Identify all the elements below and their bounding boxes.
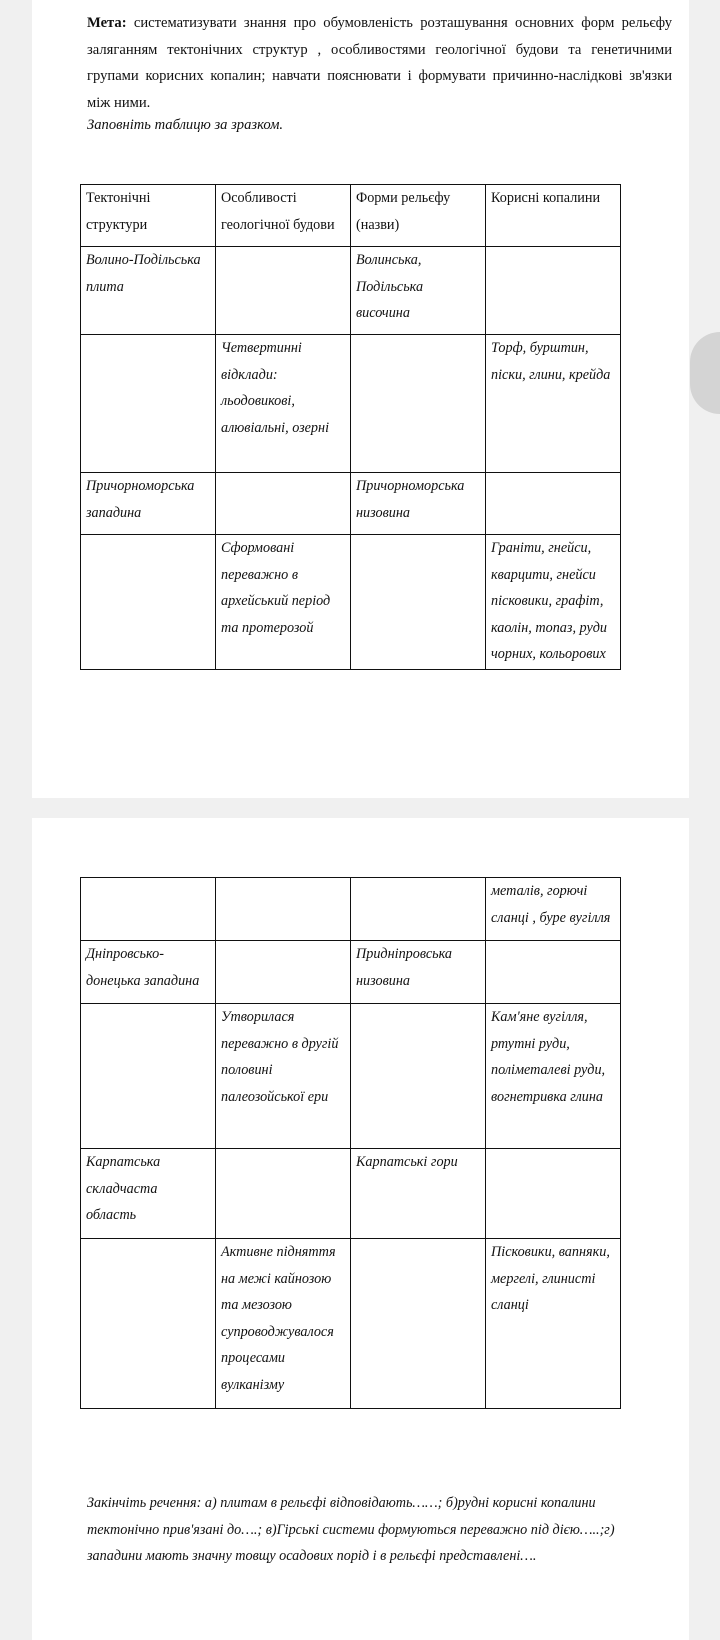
table-cell [216,1149,351,1239]
table-cell [486,473,621,535]
table-cell: Граніти, гнейси, кварцити, гнейси пісковики, графіт, каолін, топаз, руди чорних, кольорових [486,535,621,670]
table-row [81,878,621,941]
tectonic-table-part-1 [80,184,621,670]
table-header-row [81,185,621,247]
table-cell [351,1239,486,1409]
table-cell: Утворилася переважно в другій половині палеозойської ери [216,1004,351,1149]
table-cell [81,1004,216,1149]
table-cell [486,247,621,335]
table-cell [81,335,216,473]
table-cell [216,473,351,535]
table-cell [81,1239,216,1409]
table-cell: металів, горючі сланці , буре вугілля [486,878,621,941]
table-cell: Дніпровсько-донецька западина [81,941,216,1004]
goal-label: Мета: [87,15,127,31]
header-minerals: Корисні копалини [486,185,621,247]
table-cell: Карпатська складчаста область [81,1149,216,1239]
table-cell [216,247,351,335]
table-cell [216,941,351,1004]
table-row [81,1239,621,1409]
table-cell: Кам'яне вугілля, ртутні руди, поліметалеві руди, вогнетривка глина [486,1004,621,1149]
table-cell: Сформовані переважно в архейський період та протерозой [216,535,351,670]
table-cell [486,1149,621,1239]
header-tectonic-structures: Тектонічні структури [81,185,216,247]
document-page-2 [32,818,689,1640]
table-row [81,1149,621,1239]
table-row [81,335,621,473]
table-row [81,535,621,670]
table-cell [351,535,486,670]
table-cell [351,1004,486,1149]
table-cell: Пісковики, вапняки, мергелі, глинисті сланці [486,1239,621,1409]
goal-paragraph [87,10,672,116]
scroll-handle[interactable] [690,332,720,414]
table-cell: Торф, бурштин, піски, глини, крейда [486,335,621,473]
table-cell [81,878,216,941]
table-cell: Придніпровська низовина [351,941,486,1004]
table-cell: Волино-Подільська плита [81,247,216,335]
header-geology-features: Особливості геологічної будови [216,185,351,247]
table-cell [216,878,351,941]
table-cell: Карпатські гори [351,1149,486,1239]
table-cell [351,335,486,473]
table-cell [81,535,216,670]
finish-sentences-task: Закінчіть речення: а) плитам в рельєфі відповідають……; б)рудні корисні копалини тектонічно прив'язані до….; в)Гірські системи формуються переважно під дією…..;г) западини мають значну товщу осадових порід і в рельєфі представлені…. [87,1495,615,1564]
header-relief-forms: Форми рельєфу (назви) [351,185,486,247]
table-cell [351,878,486,941]
table-row [81,473,621,535]
instruction-text: Заповніть таблицю за зразком. [87,117,284,133]
table-row [81,941,621,1004]
table-cell: Четвертинні відклади: льодовикові, алювіальні, озерні [216,335,351,473]
table-cell: Причорноморська западина [81,473,216,535]
table-cell [486,941,621,1004]
table-cell: Волинська, Подільська височина [351,247,486,335]
table-cell: Активне підняття на межі кайнозою та мезозою супроводжувалося процесами вулканізму [216,1239,351,1409]
document-page-1 [32,0,689,798]
table-row [81,247,621,335]
table-row [81,1004,621,1149]
goal-text: систематизувати знання про обумовленість розташування основних форм рельєфу заляганням тектонічних структур , особливостями геологічної будови та генетичними групами корисних копалин; навчати пояснювати і формувати причинно-наслідкові зв'язки між ними. [87,15,672,111]
tectonic-table-part-2 [80,877,621,1409]
table-cell: Причорноморська низовина [351,473,486,535]
